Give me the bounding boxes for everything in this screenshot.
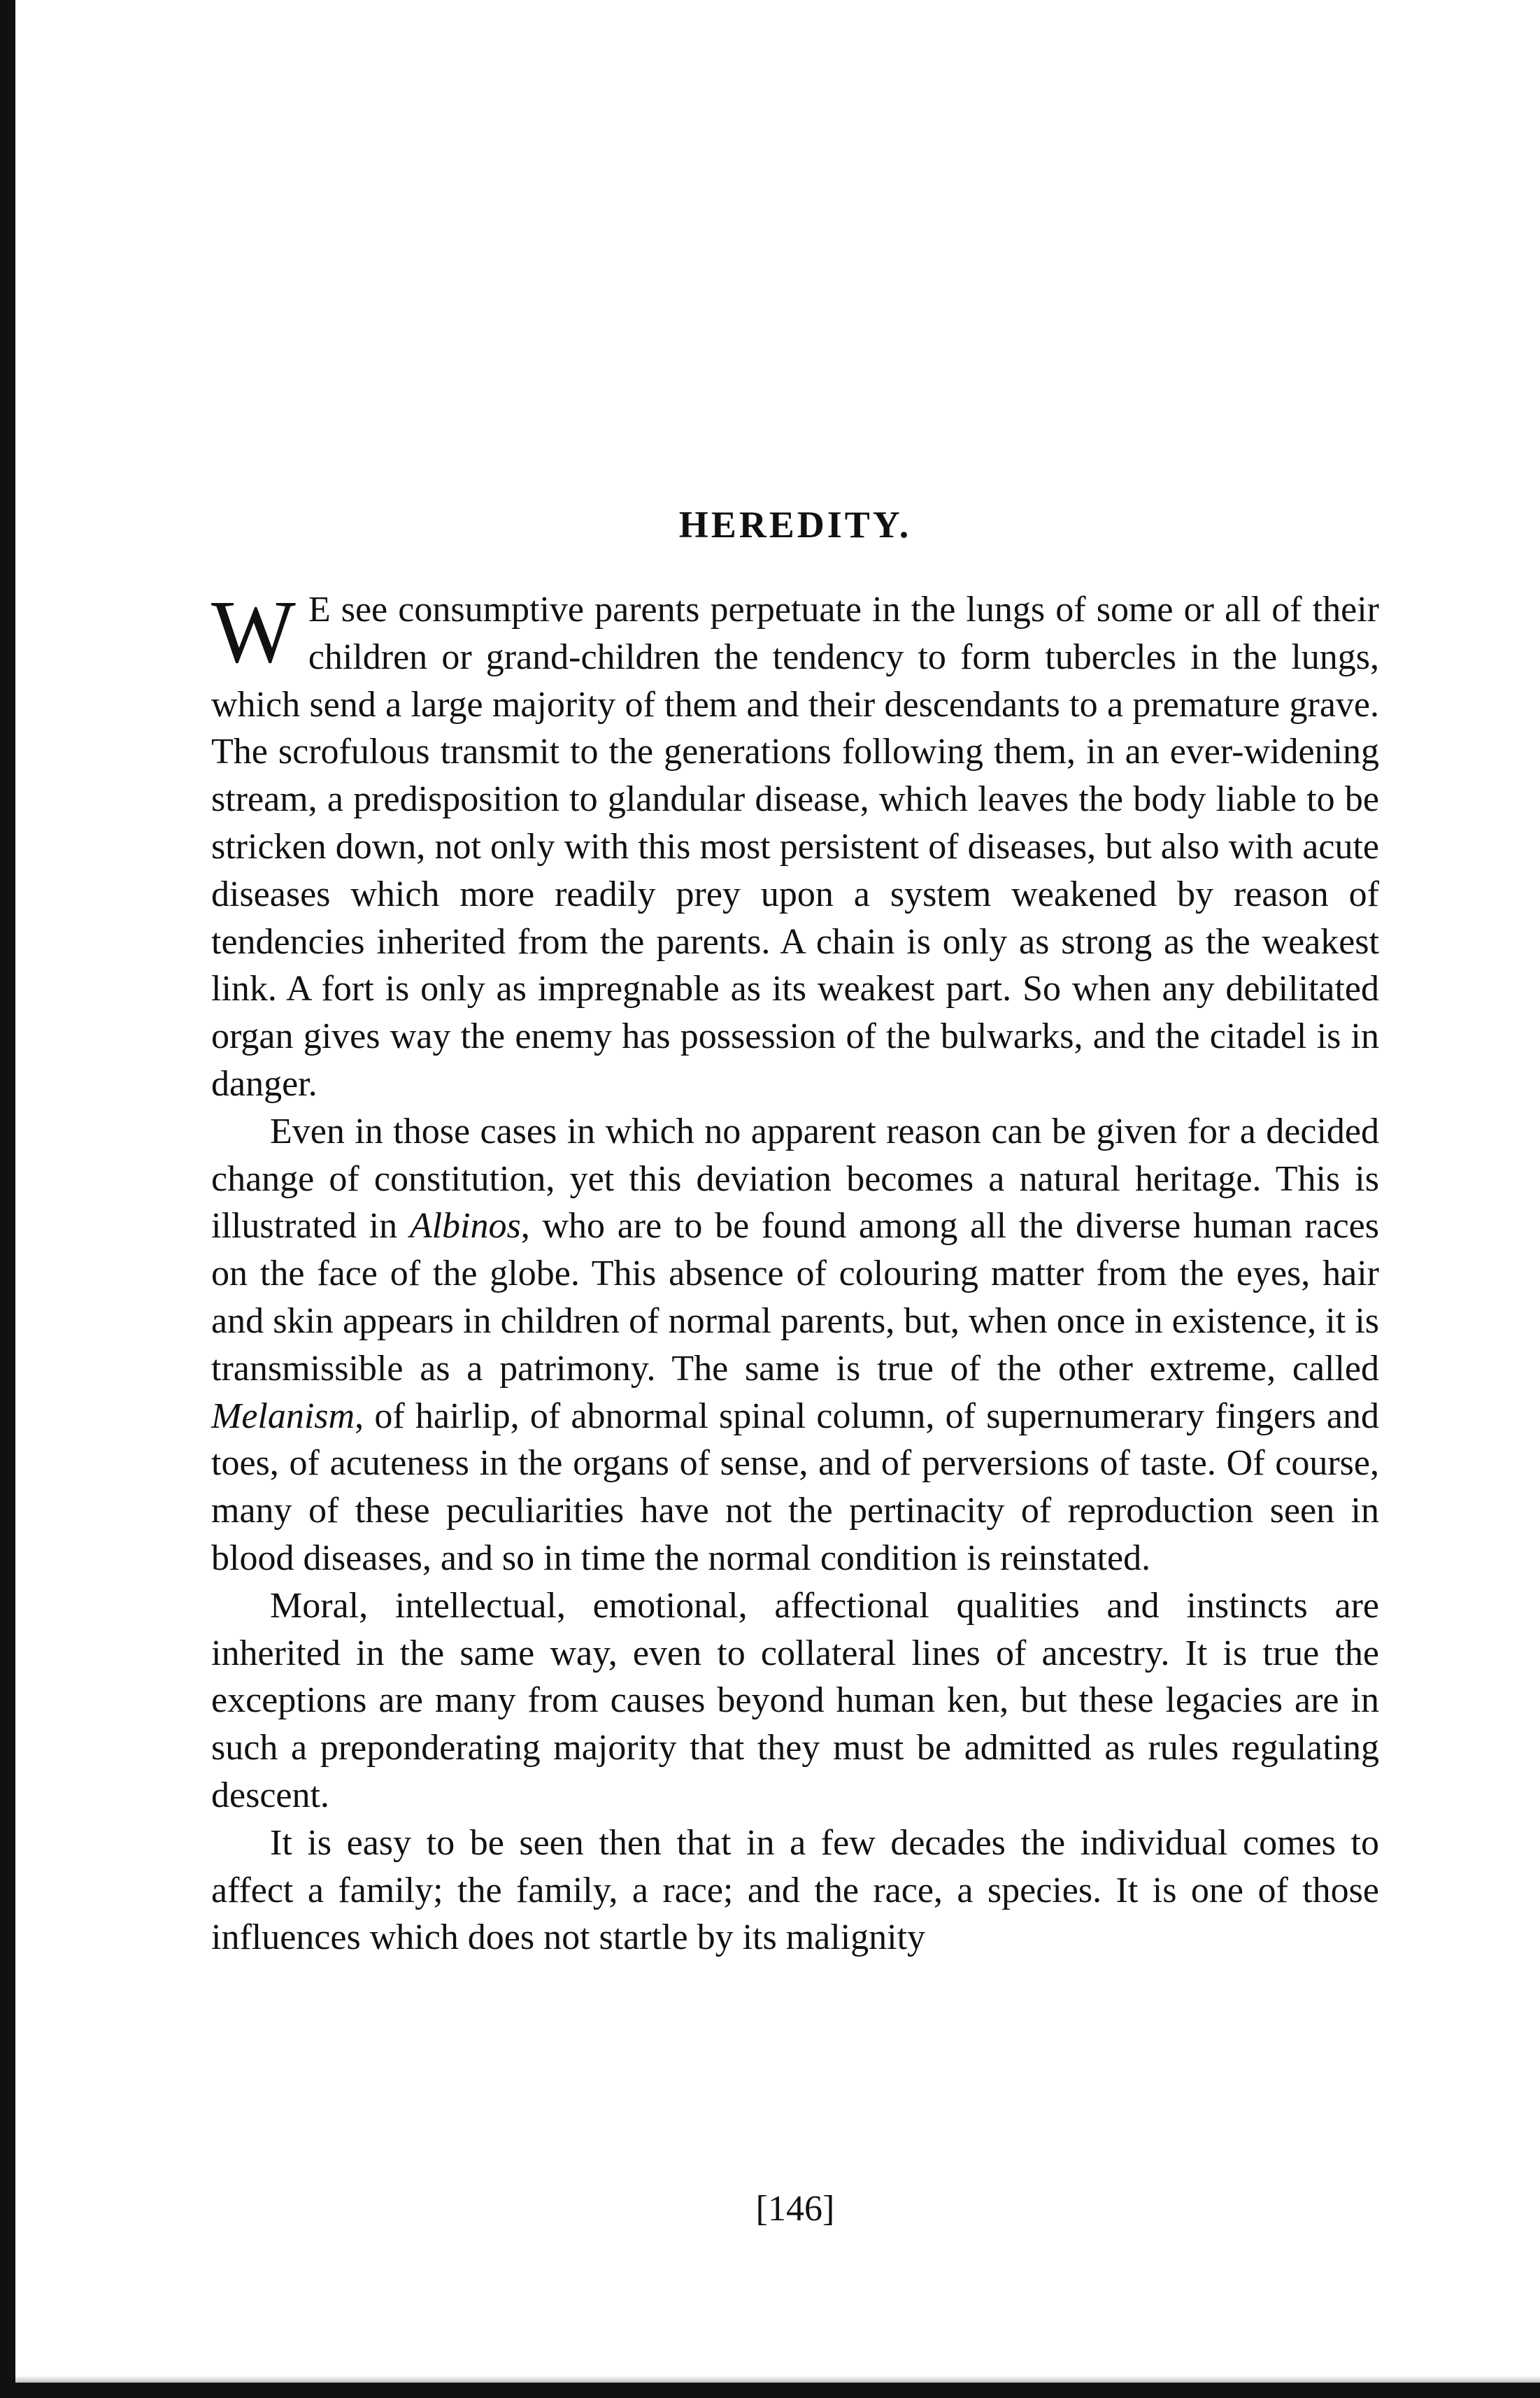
paragraph-3 <box>211 1582 1379 1819</box>
paragraph-2-text-c: , of hairlip, of abnormal spinal column, of supernumerary fingers and toes, of acuteness in the organs of sense, and of perversions of taste. Of course, many of these peculiarities have not the pertinacity of reproduction seen in blood diseases, and so in time the normal condition is reinstated. <box>211 1396 1379 1578</box>
paragraph-3-text: Moral, intellectual, emotional, affectional qualities and instincts are inherited in the same way, even to collateral lines of ancestry. It is true the exceptions are many from causes beyond human ken, but these legacies are in such a preponderating majority that they must be admitted as rules regulating descent. <box>211 1585 1379 1815</box>
paragraph-1-text: E see consumptive parents perpetuate in the lungs of some or all of their children or grand-children the tendency to form tubercles in the lungs, which send a large majority of them and their descendants to a premature grave. The scrofulous transmit to the generations following them, in an ever-widening stream, a predisposition to glandular disease, which leaves the body liable to be stricken down, not only with this most persistent of diseases, but also with acute diseases which more readily prey upon a system weakened by reason of tendencies inherited from the parents. A chain is only as strong as the weakest link. A fort is only as impregnable as its weakest part. So when any debilitated organ gives way the enemy has possession of the bulwarks, and the citadel is in danger. <box>211 590 1379 1104</box>
term-melanism: Melanism <box>211 1396 355 1436</box>
paragraph-4-text: It is easy to be seen then that in a few decades the individual comes to affect a family; the family, a race; and the race, a species. It is one of those influences which does not startle by its malignity <box>211 1822 1379 1958</box>
paragraph-2 <box>211 1108 1379 1582</box>
body-text <box>211 582 1379 1961</box>
scan-bottom-edge <box>0 2383 1540 2398</box>
paragraph-4 <box>211 1819 1379 1961</box>
paragraph-2-text-a: Even in those cases in which no apparent reason can be given for a decided change of constitution, yet this deviation becomes a natural heritage. This is illustrated in <box>211 1111 1379 1247</box>
term-albinos: Albinos <box>409 1206 521 1247</box>
page-number: [146] <box>755 2189 835 2229</box>
scan-shadow <box>0 2376 1540 2383</box>
scan-binding-edge <box>0 0 15 2398</box>
paragraph-2-text-b: , who are to be found among all the diverse human races on the face of the globe. This absence of colouring matter from the eyes, hair and skin appears in children of normal parents, but, when once in existence, it is transmissible as a patrimony. The same is true of the other extreme, called <box>211 1206 1379 1389</box>
paragraph-1 <box>211 582 1379 1108</box>
chapter-title: HEREDITY. <box>678 504 912 546</box>
drop-cap: W <box>211 582 296 681</box>
